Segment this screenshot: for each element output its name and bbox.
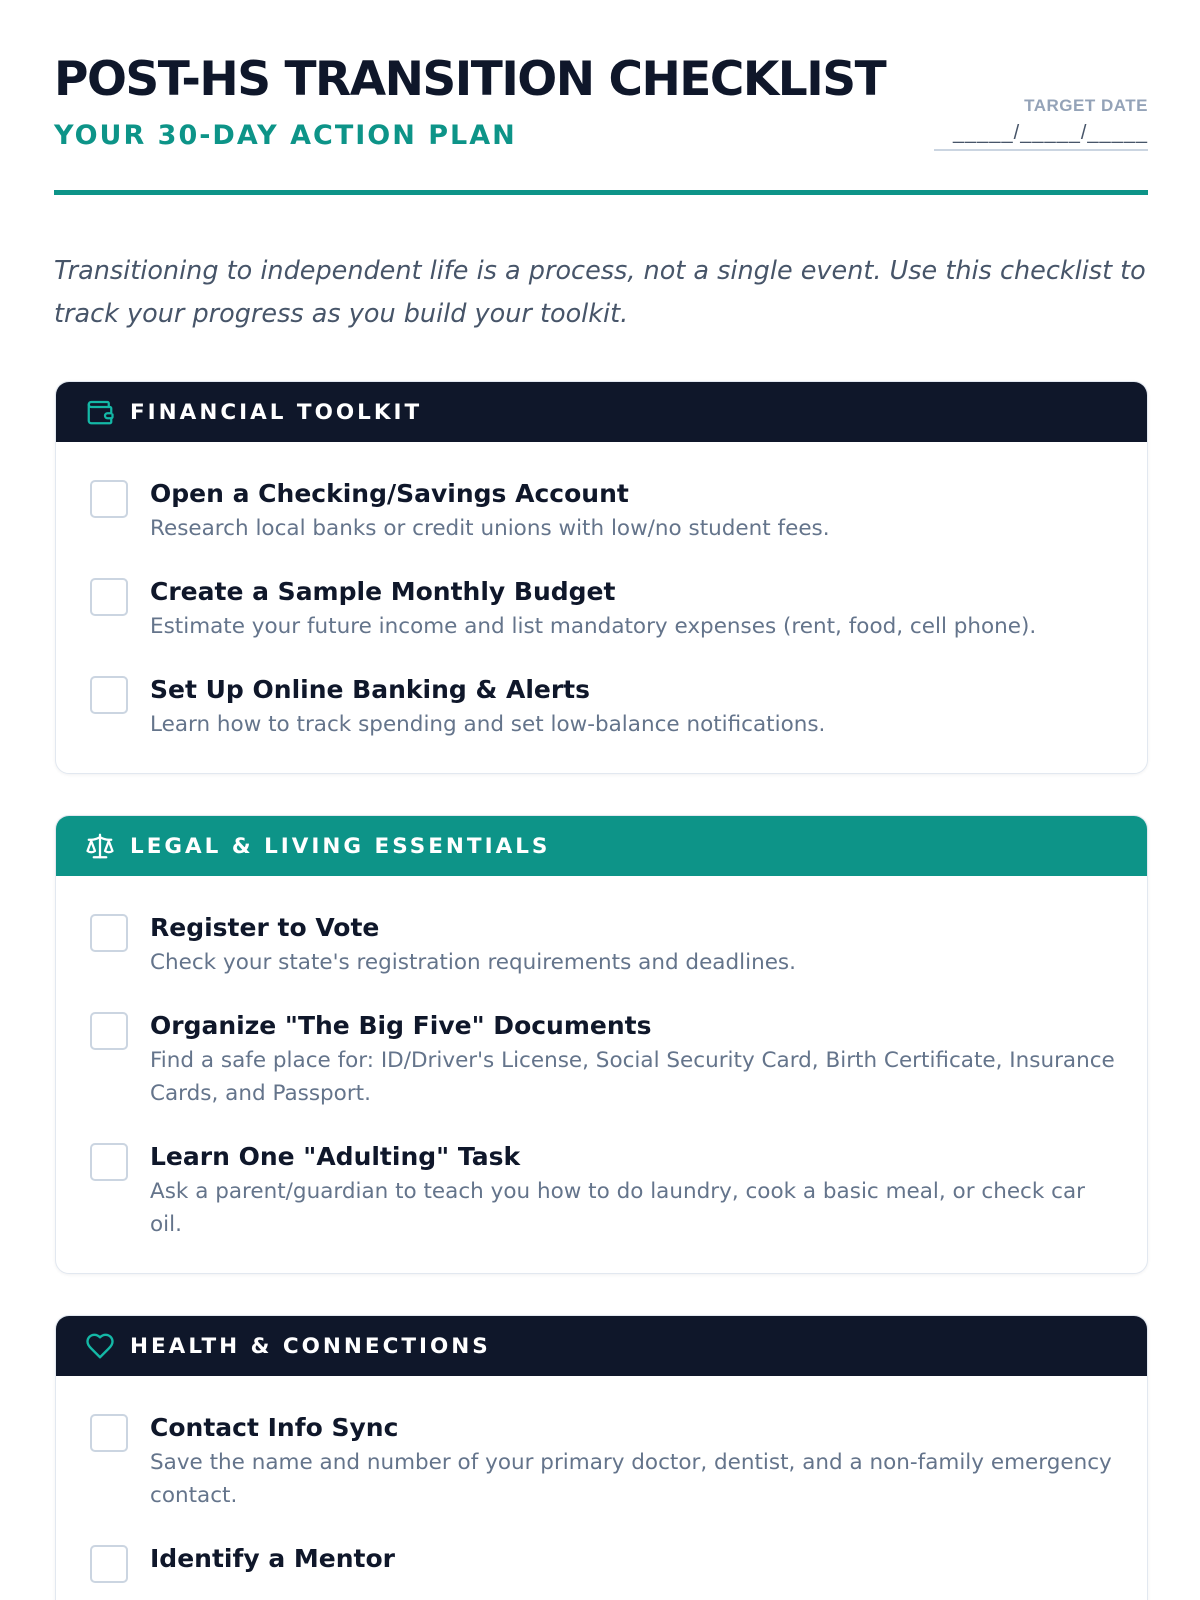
checklist-item — [90, 1139, 1147, 1241]
item-checkbox[interactable] — [90, 914, 128, 952]
item-title: Set Up Online Banking & Alerts — [150, 675, 591, 704]
item-title: Open a Checking/Savings Account — [150, 479, 629, 508]
section-header — [56, 1316, 1147, 1376]
item-checkbox[interactable] — [90, 1143, 128, 1181]
item-title: Organize "The Big Five" Documents — [150, 1011, 652, 1040]
scale-icon — [84, 830, 116, 862]
target-date-field[interactable]: _____/_____/_____ — [934, 122, 1148, 151]
checklist-item — [90, 1410, 1147, 1512]
item-description: Research local banks or credit unions with low/no student fees. — [150, 516, 830, 541]
heart-icon — [84, 1330, 116, 1362]
checklist-item — [90, 1541, 1147, 1577]
wallet-icon — [84, 396, 116, 428]
page-header — [54, 0, 1148, 195]
section-legal-living — [55, 815, 1148, 1274]
checklist-item — [90, 1008, 1147, 1110]
section-title: LEGAL & LIVING ESSENTIALS — [130, 833, 551, 859]
section-header — [56, 816, 1147, 876]
target-date-label: TARGET DATE — [1024, 96, 1148, 115]
item-description: Ask a parent/guardian to teach you how to do laundry, cook a basic meal, or check car oil. — [150, 1179, 1085, 1237]
intro-text: Transitioning to independent life is a process, not a single event. Use this checklist to track your progress as you build your toolkit. — [54, 256, 1146, 329]
item-title: Learn One "Adulting" Task — [150, 1142, 521, 1171]
checklist-items — [56, 1376, 1147, 1577]
checklist-page — [54, 0, 1148, 1573]
checklist-item — [90, 672, 1147, 741]
page-subtitle: YOUR 30-DAY ACTION PLAN — [54, 120, 517, 151]
section-title: FINANCIAL TOOLKIT — [130, 399, 423, 425]
item-checkbox[interactable] — [90, 1414, 128, 1452]
checklist-item — [90, 910, 1147, 979]
item-checkbox[interactable] — [90, 1545, 128, 1583]
item-description: Learn how to track spending and set low-balance notifications. — [150, 712, 826, 737]
item-checkbox[interactable] — [90, 1012, 128, 1050]
item-title: Contact Info Sync — [150, 1413, 399, 1442]
target-date — [934, 96, 1148, 151]
checklist-item — [90, 574, 1147, 643]
page-title: POST-HS TRANSITION CHECKLIST — [54, 52, 886, 107]
item-checkbox[interactable] — [90, 480, 128, 518]
section-header — [56, 382, 1147, 442]
checklist-item — [90, 476, 1147, 545]
item-title: Create a Sample Monthly Budget — [150, 577, 616, 606]
item-description: Save the name and number of your primary doctor, dentist, and a non-family emergency contact. — [150, 1450, 1112, 1508]
section-financial-toolkit — [55, 381, 1148, 774]
checklist-items — [56, 442, 1147, 741]
item-description: Find a safe place for: ID/Driver's License, Social Security Card, Birth Certificate, Insurance Cards, and Passport. — [150, 1048, 1115, 1106]
item-checkbox[interactable] — [90, 578, 128, 616]
item-checkbox[interactable] — [90, 676, 128, 714]
section-title: HEALTH & CONNECTIONS — [130, 1333, 491, 1359]
item-title: Register to Vote — [150, 913, 380, 942]
item-title: Identify a Mentor — [150, 1544, 396, 1573]
item-description: Estimate your future income and list mandatory expenses (rent, food, cell phone). — [150, 614, 1037, 639]
section-health-connections — [55, 1315, 1148, 1600]
item-description: Check your state's registration requirements and deadlines. — [150, 950, 796, 975]
checklist-items — [56, 876, 1147, 1241]
